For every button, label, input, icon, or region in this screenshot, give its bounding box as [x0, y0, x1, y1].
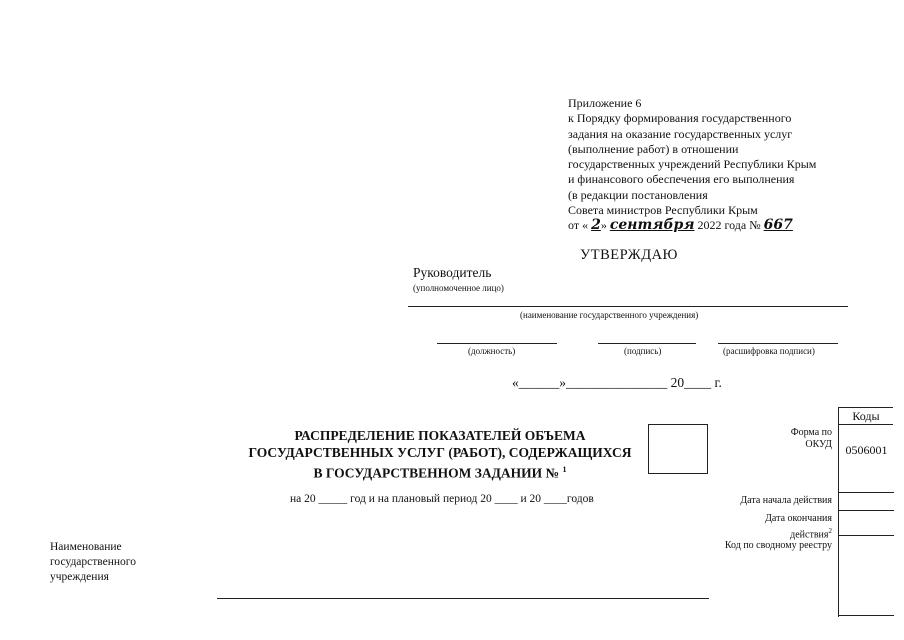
appendix-line: (в редакции постановления [568, 187, 708, 202]
period-line: на 20 _____ год и на плановый период 20 ____ и 20 ____годов [290, 493, 594, 505]
approval-heading: УТВЕРЖДАЮ [580, 247, 678, 263]
decoding-line [718, 343, 838, 344]
head-note: (уполномоченное лицо) [413, 283, 504, 293]
appendix-line: к Порядку формирования государственного [568, 111, 792, 126]
handwritten-day: 2 [591, 217, 601, 234]
appendix-line: Совета министров Республики Крым [568, 203, 758, 218]
approval-date-line: «______»_______________ 20____ г. [512, 375, 722, 390]
code-row-sep [839, 510, 894, 511]
appendix-line: и финансового обеспечения его выполнения [568, 172, 795, 187]
handwritten-number: 667 [763, 217, 793, 234]
start-date-label: Дата начала действия [740, 495, 832, 506]
signature-line [598, 343, 696, 344]
appendix-note [568, 96, 816, 234]
signature-caption: (подпись) [624, 346, 662, 356]
number-box[interactable] [648, 424, 708, 474]
appendix-line: задания на оказание государственных услуг [568, 126, 793, 141]
title-footnote: 1 [562, 465, 567, 474]
head-title: Руководитель [413, 265, 492, 280]
okud-label: Форма по ОКУД [790, 427, 832, 450]
appendix-line: (выполнение работ) в отношении [568, 141, 739, 156]
position-line [437, 343, 557, 344]
org-name-field-line[interactable] [217, 598, 709, 599]
org-name-line [408, 306, 848, 307]
decoding-caption: (расшифровка подписи) [723, 346, 815, 356]
code-row-sep [839, 615, 894, 616]
registry-label: Код по сводному реестру [724, 540, 832, 551]
code-row-sep [839, 492, 894, 493]
code-row-sep [839, 535, 894, 536]
okud-code: 0506001 [845, 443, 888, 457]
appendix-line: Приложение 6 [568, 96, 642, 110]
codes-column [838, 424, 893, 617]
handwritten-month: сентября [609, 217, 695, 234]
position-caption: (должность) [468, 346, 516, 356]
codes-header: Коды [838, 407, 893, 424]
end-date-label: Дата окончания действия$^2$ [765, 513, 832, 541]
org-name-caption: (наименование государственного учреждения) [520, 310, 699, 320]
codes-table [838, 407, 893, 617]
appendix-line: государственных учреждений Республики Крым [568, 157, 817, 172]
appendix-date-line: от « 2» сентября 2022 года № 667 [568, 217, 793, 234]
document-title: РАСПРЕДЕЛЕНИЕ ПОКАЗАТЕЛЕЙ ОБЪЕМА ГОСУДАРСТВЕННЫХ УСЛУГ (РАБОТ), СОДЕРЖАЩИХСЯ В ГОСУДАРСТВЕННОМ ЗАДАНИИ № $^1$ [248, 428, 632, 481]
org-label: Наименование государственного учреждения [50, 541, 136, 583]
